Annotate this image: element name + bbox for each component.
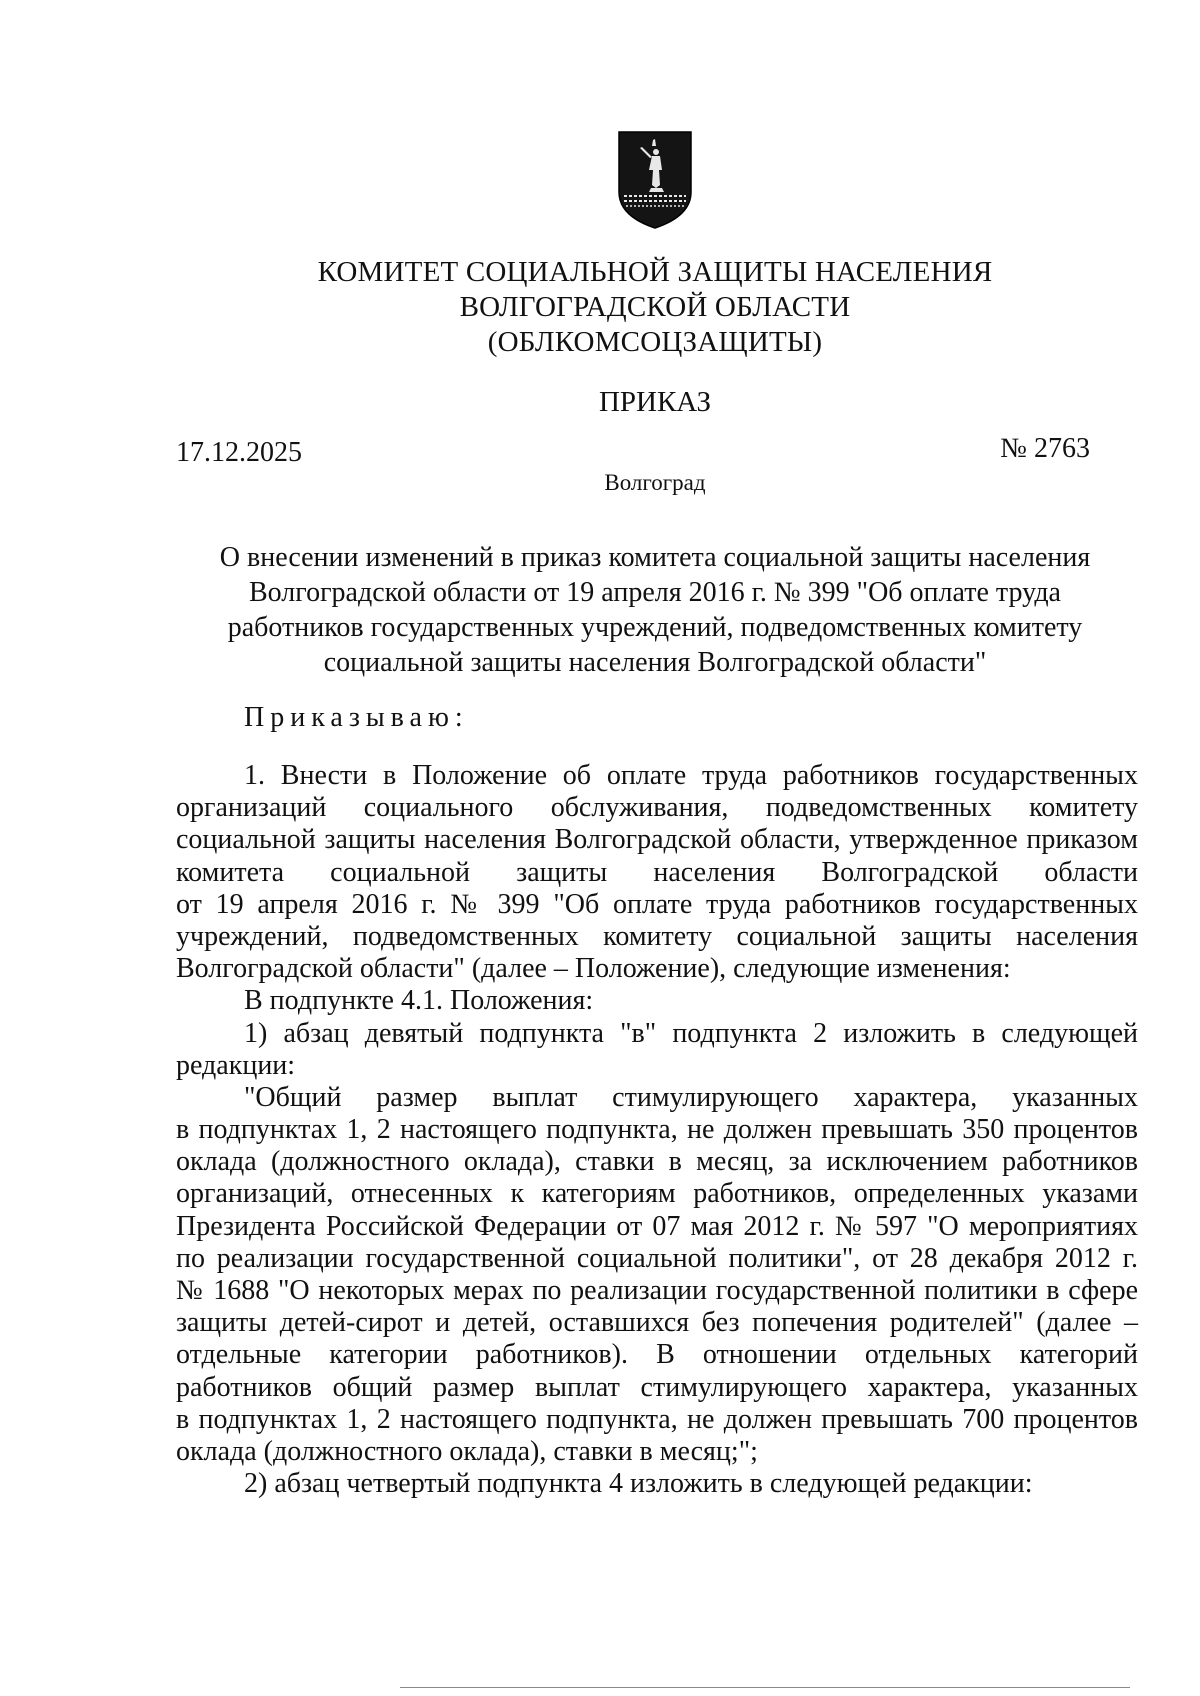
document-type: ПРИКАЗ [598,386,712,418]
organization-name-line: КОМИТЕТ СОЦИАЛЬНОЙ ЗАЩИТЫ НАСЕЛЕНИЯ [317,256,993,288]
body-line: 1. Внести в Положение об оплате труда работников государственных [244,760,1138,791]
body-line: организаций, отнесенных к категориям работников, определенных указами [176,1178,1138,1210]
body-line: "Общий размер выплат стимулирующего характера, указанных [244,1081,1138,1113]
emblem-icon [616,130,694,230]
body-line: отдельные категории работников). В отношении отдельных категорий [176,1339,1138,1371]
document-city: Волгоград [604,470,706,495]
title-line: Волгоградской области от 19 апреля 2016 г. № 399 "Об оплате труда [249,577,1061,608]
body-line: оклада (должностного оклада), ставки в месяц, за исключением работников [176,1146,1138,1178]
title-line: социальной защиты населения Волгоградской области" [323,647,987,678]
body-line: 2) абзац четвертый подпункта 4 изложить в следующей редакции: [244,1468,1033,1500]
document-number: № 2763 [1000,433,1090,464]
volgograd-coat-of-arms-emblem [616,130,694,230]
body-line: учреждений, подведомственных комитету социальной защиты населения [176,920,1138,952]
body-line: в подпунктах 1, 2 настоящего подпункта, не должен превышать 700 процентов [176,1403,1138,1435]
body-line: оклада (должностного оклада), ставки в месяц;"; [176,1435,758,1467]
body-line: в подпунктах 1, 2 настоящего подпункта, не должен превышать 350 процентов [176,1114,1138,1146]
body-line: В подпункте 4.1. Положения: [244,985,594,1017]
document-title [200,540,1110,680]
document-body [176,760,1138,1500]
body-line: 1) абзац девятый подпункта "в" подпункта 2 изложить в следующей [244,1017,1138,1049]
body-line: от 19 апреля 2016 г. № 399 "Об оплате труда работников государственных [176,888,1138,920]
body-line: по реализации государственной социальной политики", от 28 декабря 2012 г. [176,1242,1138,1274]
body-line: № 1688 "О некоторых мерах по реализации государственной политики в сфере [176,1275,1138,1306]
body-line: работников общий размер выплат стимулирующего характера, указанных [176,1371,1138,1403]
body-line: Волгоградской области" (далее – Положение), следующие изменения: [176,953,1011,985]
title-line: О внесении изменений в приказ комитета социальной защиты населения [219,542,1091,573]
body-line: социальной защиты населения Волгоградской области, утвержденное приказом [176,824,1138,856]
document-date: 17.12.2025 [176,437,302,468]
body-line: редакции: [176,1049,296,1081]
body-line: защиты детей-сирот и детей, оставшихся без попечения родителей" (далее – [176,1307,1138,1339]
order-directive: Приказываю: [244,702,469,733]
body-line: организаций социального обслуживания, подведомственных комитету [176,792,1138,824]
organization-region-line: ВОЛГОГРАДСКОЙ ОБЛАСТИ [459,291,851,323]
body-line: Президента Российской Федерации от 07 мая 2012 г. № 597 "О мероприятиях [176,1210,1138,1242]
body-line: комитета социальной защиты населения Волгоградской области [176,856,1138,888]
page-bottom-divider [400,1687,1130,1688]
organization-abbreviation: (ОБЛКОМСОЦЗАЩИТЫ) [487,326,823,358]
title-line: работников государственных учреждений, подведомственных комитету [227,612,1083,643]
